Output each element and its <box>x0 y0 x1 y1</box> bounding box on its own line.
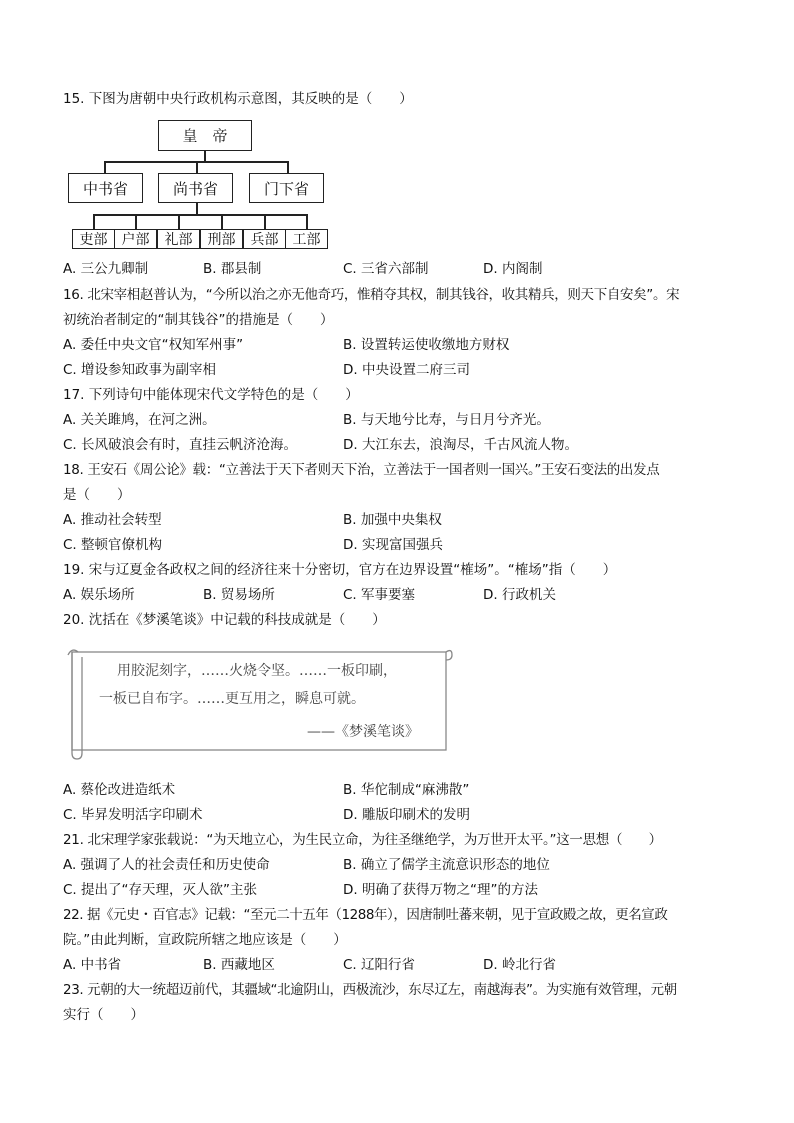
q19-stem: 19. 宋与辽夏金各政权之间的经济往来十分密切，官方在边界设置“榷场”。“榷场”指（ ） <box>63 562 617 578</box>
q16-option-d[interactable]: D. 中央设置二府三司 <box>343 362 470 378</box>
q21-stem: 21. 北宋理学家张载说：“为天地立心，为生民立命，为往圣继绝学，为万世开太平。”这一思想（ ） <box>63 832 662 848</box>
q19-option-a[interactable]: A. 娱乐场所 <box>63 587 135 603</box>
q17-option-a[interactable]: A. 关关雎鸠，在河之洲。 <box>63 412 216 428</box>
q23-stem-line2: 实行（ ） <box>63 1007 144 1023</box>
q23-stem-line1: 23. 元朝的大一统超迈前代，其疆域“北逾阴山，西极流沙，东尽辽左，南越海表”。为实施有效管理，元朝 <box>63 982 677 998</box>
q22-stem-line1: 22. 据《元史・百官志》记载：“至元二十五年（1288年），因唐制吐蕃来朝，见于宣政殿之故，更名宣政 <box>63 907 668 923</box>
connector <box>306 214 308 229</box>
q16-option-c[interactable]: C. 增设参知政事为副宰相 <box>63 362 217 378</box>
quote-line2: 一板已自布字。……更互用之，瞬息可就。 <box>99 691 365 707</box>
menxia-box: 门下省 <box>249 173 324 203</box>
q22-stem-line2: 院。”由此判断，宣政院所辖之地应该是（ ） <box>63 932 347 948</box>
q18-stem-line2: 是（ ） <box>63 487 131 503</box>
q17-stem: 17. 下列诗句中能体现宋代文学特色的是（ ） <box>63 387 359 403</box>
q17-option-c[interactable]: C. 长风破浪会有时，直挂云帆济沧海。 <box>63 437 298 453</box>
q22-option-b[interactable]: B. 西藏地区 <box>203 957 275 973</box>
q22-option-c[interactable]: C. 辽阳行省 <box>343 957 416 973</box>
shangshu-box: 尚书省 <box>158 173 233 203</box>
dept-xing: 刑部 <box>200 229 243 249</box>
q15-option-d[interactable]: D. 内阁制 <box>483 261 543 277</box>
q18-option-c[interactable]: C. 整顿官僚机构 <box>63 537 163 553</box>
q17-option-d[interactable]: D. 大江东去，浪淘尽，千古风流人物。 <box>343 437 578 453</box>
dept-li2: 礼部 <box>157 229 200 249</box>
q19-option-c[interactable]: C. 军事要塞 <box>343 587 416 603</box>
connector <box>104 161 106 173</box>
q15-option-a[interactable]: A. 三公九卿制 <box>63 261 149 277</box>
dept-gong: 工部 <box>285 229 328 249</box>
q15-option-b[interactable]: B. 郡县制 <box>203 261 262 277</box>
dept-li: 吏部 <box>72 229 115 249</box>
scroll-quote <box>63 643 455 761</box>
quote-source: ——《梦溪笔谈》 <box>307 724 419 740</box>
q16-option-b[interactable]: B. 设置转运使收缴地方财权 <box>343 337 510 353</box>
q21-option-d[interactable]: D. 明确了获得万物之“理”的方法 <box>343 882 538 898</box>
q16-stem-line1: 16. 北宋宰相赵普认为，“今所以治之亦无他奇巧，惟稍夺其权，制其钱谷，收其精兵，则天下自安矣”。宋 <box>63 287 680 303</box>
q17-option-b[interactable]: B. 与天地兮比寿，与日月兮齐光。 <box>343 412 550 428</box>
q18-option-b[interactable]: B. 加强中央集权 <box>343 512 442 528</box>
connector <box>264 214 266 229</box>
connector <box>196 161 198 173</box>
quote-line1: 用胶泥刻字，……火烧令坚。……一板印刷， <box>117 663 397 679</box>
q21-option-b[interactable]: B. 确立了儒学主流意识形态的地位 <box>343 857 550 873</box>
q20-stem: 20. 沈括在《梦溪笔谈》中记载的科技成就是（ ） <box>63 612 386 628</box>
q21-option-a[interactable]: A. 强调了人的社会责任和历史使命 <box>63 857 270 873</box>
q16-option-a[interactable]: A. 委任中央文官“权知军州事” <box>63 337 244 353</box>
connector <box>93 214 307 216</box>
q20-option-a[interactable]: A. 蔡伦改进造纸术 <box>63 782 176 798</box>
connector <box>287 161 289 173</box>
dept-hu: 户部 <box>114 229 157 249</box>
q15-stem: 15. 下图为唐朝中央行政机构示意图，其反映的是（ ） <box>63 91 413 107</box>
connector <box>135 214 137 229</box>
q19-option-d[interactable]: D. 行政机关 <box>483 587 556 603</box>
q22-option-a[interactable]: A. 中书省 <box>63 957 122 973</box>
q20-option-d[interactable]: D. 雕版印刷术的发明 <box>343 807 470 823</box>
connector <box>221 214 223 229</box>
connector <box>178 214 180 229</box>
zhongshu-box: 中书省 <box>68 173 143 203</box>
q18-stem-line1: 18. 王安石《周公论》载：“立善法于天下者则天下治，立善法于一国者则一国兴。”王安石变法的出发点 <box>63 462 660 478</box>
emperor-box: 皇 帝 <box>158 120 252 151</box>
q19-option-b[interactable]: B. 贸易场所 <box>203 587 275 603</box>
q15-option-c[interactable]: C. 三省六部制 <box>343 261 429 277</box>
connector <box>93 214 95 229</box>
q20-option-b[interactable]: B. 华佗制成“麻沸散” <box>343 782 470 798</box>
q16-stem-line2: 初统治者制定的“制其钱谷”的措施是（ ） <box>63 312 334 328</box>
q18-option-d[interactable]: D. 实现富国强兵 <box>343 537 443 553</box>
dept-bing: 兵部 <box>243 229 286 249</box>
q22-option-d[interactable]: D. 岭北行省 <box>483 957 556 973</box>
q20-option-c[interactable]: C. 毕昇发明活字印刷术 <box>63 807 203 823</box>
q18-option-a[interactable]: A. 推动社会转型 <box>63 512 162 528</box>
q21-option-c[interactable]: C. 提出了“存天理，灭人欲”主张 <box>63 882 257 898</box>
